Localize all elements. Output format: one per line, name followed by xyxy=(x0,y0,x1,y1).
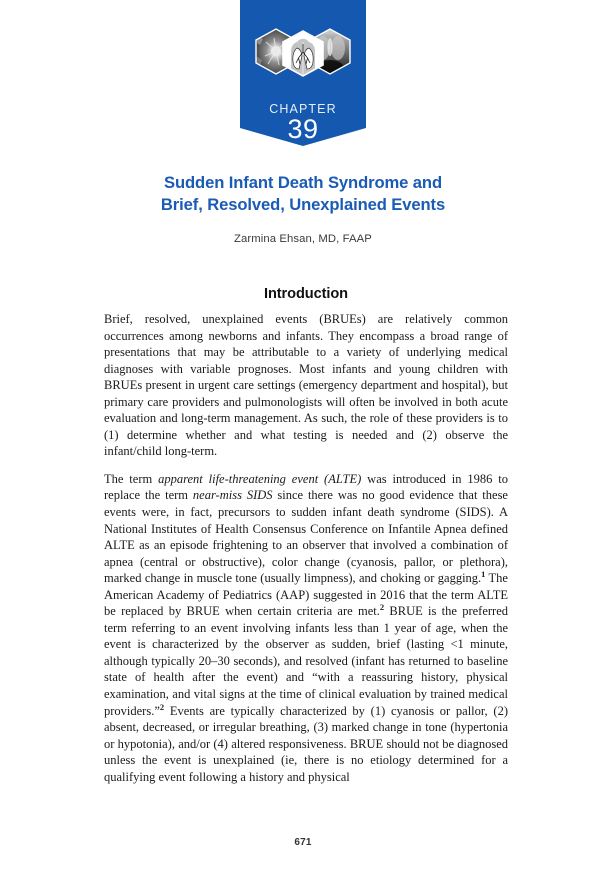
reference-marker-3: 2 xyxy=(159,701,165,712)
reference-marker-2: 2 xyxy=(379,602,385,613)
chapter-label: CHAPTER xyxy=(269,102,337,116)
page-footer xyxy=(0,832,606,850)
par2-italic-near-miss-sids: near-miss SIDS xyxy=(192,488,273,503)
chapter-banner xyxy=(0,0,606,152)
par2-seg-5: BRUE is the preferred term referring to an event involving infants less than 1 year of age, when the event is characterized by the observer as sudden, brief (lasting <1 minute, although typically 20–30 seconds), and resolved (infant has returned to baseline state of health after the event) and “with a reassuring history, physical examination, and vital signs at the time of clinical evaluation by trained medical providers.” xyxy=(104,604,508,718)
reference-marker-1: 1 xyxy=(481,569,486,580)
page-number: 671 xyxy=(294,837,312,848)
par2-seg-4: The American Academy of Pediatrics (AAP) suggested in 2016 that the term ALTE be replaced by BRUE when certain criteria are met. xyxy=(104,571,508,619)
chapter-number: 39 xyxy=(287,114,319,144)
par2-seg-1: The term xyxy=(104,471,159,486)
title-block xyxy=(98,172,508,245)
par2-seg-3: since there was no good evidence that these events were, in fact, precursors to sudden infant death syndrome (SIDS). A National Institutes of Health Consensus Conference on Infantile Apnea defined ALTE as an episode frightening to an observer that involved a combination of apnea (central or obstructive), color change (cyanosis, pallor, or plethora), marked change in muscle tone (usually limpness), and choking or gagging. xyxy=(104,488,508,586)
article-body xyxy=(104,286,508,785)
section-heading-introduction: Introduction xyxy=(264,286,348,302)
author-byline: Zarmina Ehsan, MD, FAAP xyxy=(234,233,372,245)
par2-seg-2: was introduced in 1986 to replace the term xyxy=(104,471,508,503)
page-title-line-1: Sudden Infant Death Syndrome and xyxy=(164,173,442,192)
chapter-banner-graphic xyxy=(0,0,606,152)
page-title xyxy=(98,172,508,215)
page-title-line-2: Brief, Resolved, Unexplained Events xyxy=(160,194,446,214)
paragraph-1: Brief, resolved, unexplained events (BRUEs) are relatively common occurrences among newborns and infants. They encompass a broad range of presentations that may be attributable to a variety of underlying medical diagnoses with variable prognoses. Most infants and young children with BRUEs present in urgent care settings (emergency department and hospital), but primary care providers and pulmonologists will often be involved in both acute evaluation and long-term management. As such, the role of these providers is to (1) determine whether and what testing is needed and (2) observe the infant/child long-term. xyxy=(104,312,508,459)
par2-italic-alte: apparent life-threatening event (ALTE) xyxy=(158,471,362,486)
par2-seg-6: Events are typically characterized by (1) cyanosis or pallor, (2) absent, decreased, or irregular breathing, (3) marked change in tone (hypertonia or hypotonia), and/or (4) altered responsiveness. BRUE should not be diagnosed unless the event is unexplained (ie, there is no etiology determined for a qualifying event following a history and physical xyxy=(104,703,508,784)
paragraph-2 xyxy=(104,471,508,785)
